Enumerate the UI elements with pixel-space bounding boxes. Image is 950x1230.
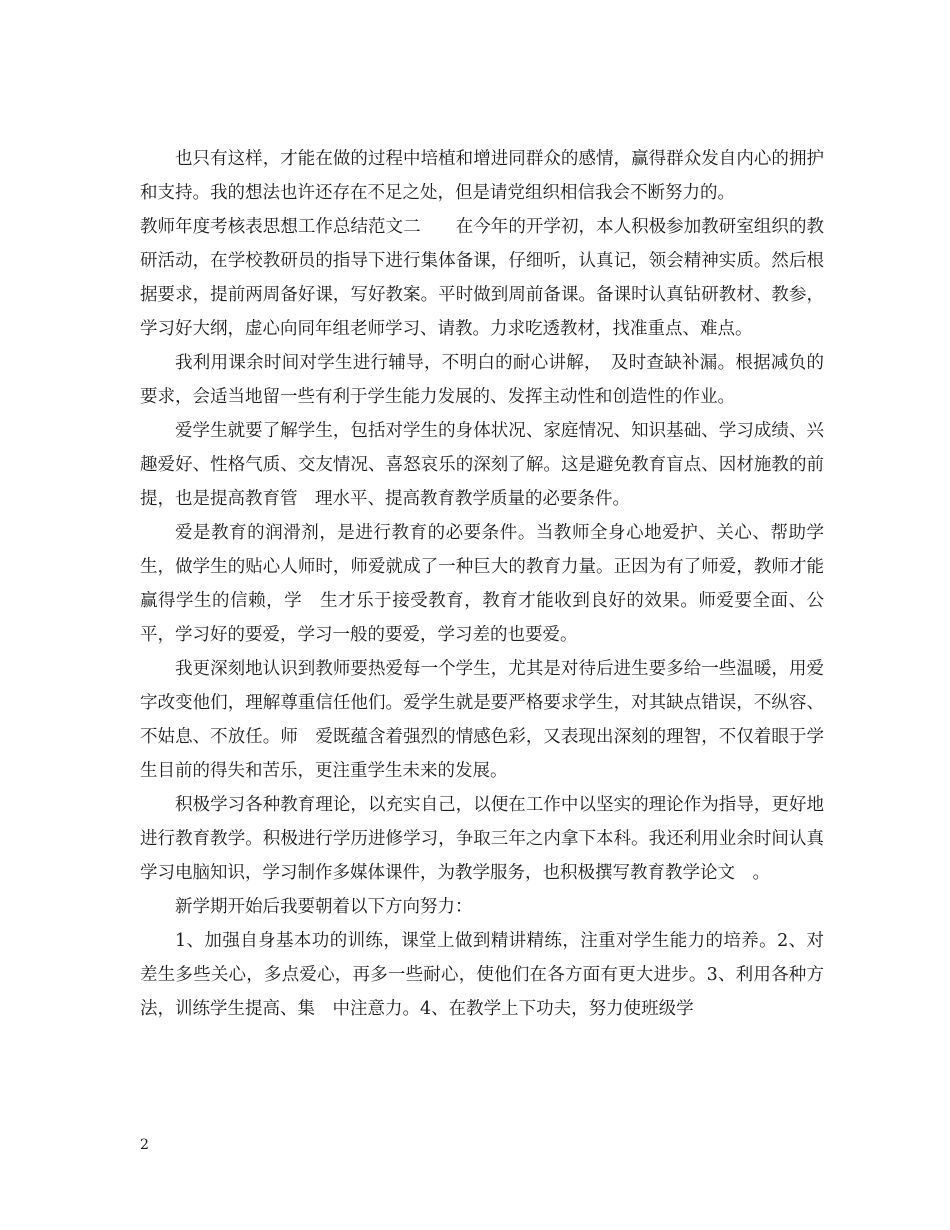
paragraph-9: 1、加强自身基本功的训练，课堂上做到精讲精练，注重对学生能力的培养。2、对差生多些关心，多点爱心，再多一些耐心，使他们在各方面有更大进步。3、利用各种方法，训练学生提高、集 中注意力。4、在教学上下功夫，努力使班级学 bbox=[140, 931, 824, 1019]
paragraph-3: 我利用课余时间对学生进行辅导，不明白的耐心讲解， 及时查缺补漏。根据减负的要求，会适当地留一些有利于学生能力发展的、发挥主动性和创造性的作业。 bbox=[140, 353, 824, 407]
paragraph-4: 爱学生就要了解学生，包括对学生的身体状况、家庭情况、知识基础、学习成绩、兴趣爱好、性格气质、交友情况、喜怒哀乐的深刻了解。这是避免教育盲点、因材施教的前提，也是提高教育管 理水平、提高教育教学质量的必要条件。 bbox=[140, 421, 824, 509]
paragraph-8: 新学期开始后我要朝着以下方向努力： bbox=[175, 897, 473, 917]
paragraph-1: 也只有这样，才能在做的过程中培植和增进同群众的感情，赢得群众发自内心的拥护和支持。我的想法也许还存在不足之处，但是请党组织相信我会不断努力的。 bbox=[140, 149, 824, 203]
document-body bbox=[140, 142, 824, 1026]
paragraph-5: 爱是教育的润滑剂，是进行教育的必要条件。当教师全身心地爱护、关心、帮助学生，做学生的贴心人师时，师爱就成了一种巨大的教育力量。正因为有了师爱，教师才能赢得学生的信赖，学 生才乐于接受教育，教育才能收到良好的效果。师爱要全面、公平，学习好的要爱，学习一般的要爱，学习差的也要爱。 bbox=[140, 523, 824, 645]
paragraph-2: 教师年度考核表思想工作总结范文二 在今年的开学初，本人积极参加教研室组织的教研活动，在学校教研员的指导下进行集体备课，仔细听，认真记，领会精神实质。然后根据要求，提前两周备好课，写好教案。平时做到周前备课。备课时认真钻研教材、教参，学习好大纲，虚心向同年组老师学习、请教。力求吃透教材，找准重点、难点。 bbox=[140, 217, 824, 339]
paragraph-7: 积极学习各种教育理论，以充实自己，以便在工作中以坚实的理论作为指导，更好地进行教育教学。积极进行学历进修学习，争取三年之内拿下本科。我还利用业余时间认真学习电脑知识，学习制作多媒体课件，为教学服务，也积极撰写教育教学论文 。 bbox=[140, 795, 824, 883]
paragraph-6: 我更深刻地认识到教师要热爱每一个学生，尤其是对待后进生要多给一些温暖，用爱字改变他们，理解尊重信任他们。爱学生就是要严格要求学生，对其缺点错误，不纵容、不姑息、不放任。师 爱既蕴含着强烈的情感色彩，又表现出深刻的理智，不仅着眼于学生目前的得失和苦乐，更注重学生未来的发展。 bbox=[140, 659, 824, 781]
page-number: 2 bbox=[140, 1137, 149, 1153]
